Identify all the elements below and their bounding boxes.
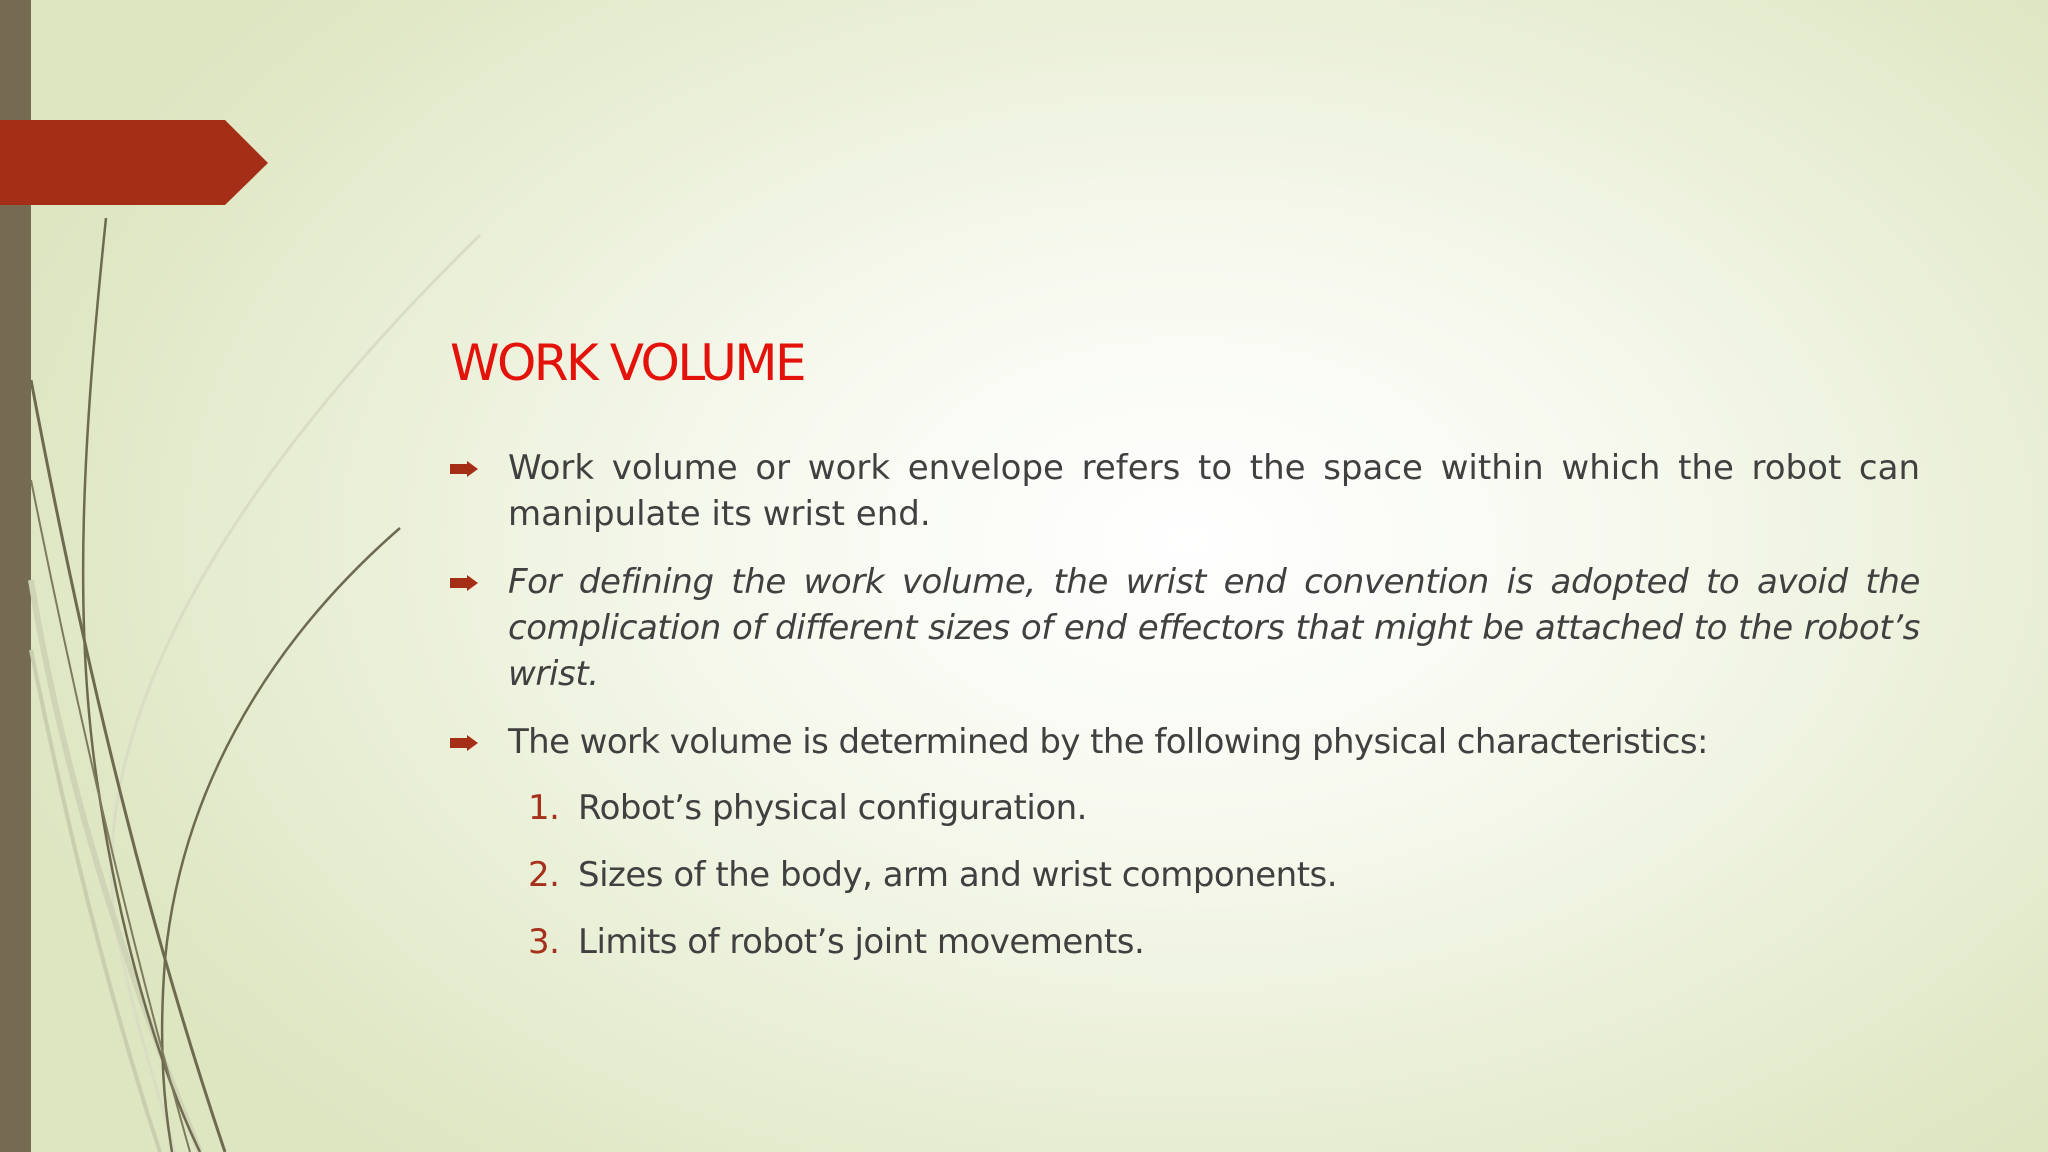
number-marker: 1. — [528, 788, 560, 828]
right-arrow-icon — [450, 461, 478, 477]
right-arrow-icon — [450, 735, 478, 751]
right-arrow-icon — [450, 575, 478, 591]
number-marker: 3. — [528, 922, 560, 962]
numbered-item-text: Limits of robot’s joint movements. — [578, 922, 1145, 962]
slide-content — [450, 445, 1920, 986]
bullet-text: Work volume or work envelope refers to the space within which the robot can manipulate its wrist end. — [508, 448, 1920, 534]
numbered-item — [528, 852, 1920, 898]
bullet-text: For defining the work volume, the wrist end convention is adopted to avoid the complication of different sizes of end effectors that might be attached to the robot’s wrist. — [508, 562, 1920, 694]
numbered-item — [528, 919, 1920, 965]
numbered-item-text: Robot’s physical configuration. — [578, 788, 1087, 828]
number-marker: 2. — [528, 855, 560, 895]
bullet-text: The work volume is determined by the following physical characteristics: — [508, 722, 1708, 762]
numbered-list — [528, 785, 1920, 965]
bullet-item — [450, 445, 1920, 537]
numbered-item-text: Sizes of the body, arm and wrist components. — [578, 855, 1338, 895]
bullet-item — [450, 559, 1920, 697]
numbered-item — [528, 785, 1920, 831]
slide-title: WORK VOLUME — [450, 334, 805, 392]
bullet-item — [450, 719, 1920, 765]
